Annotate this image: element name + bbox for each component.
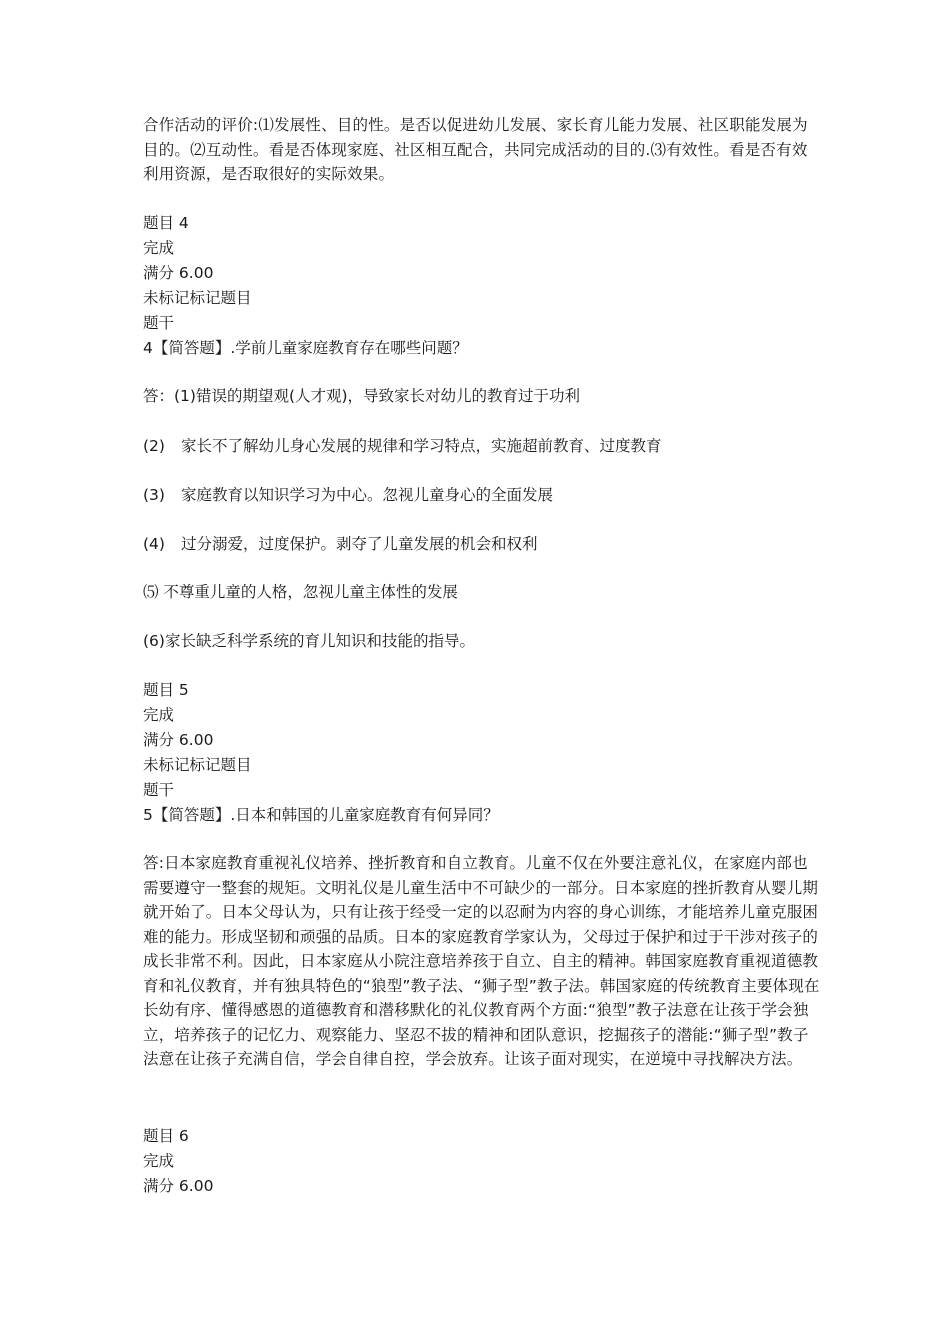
q6-status: 完成	[143, 1152, 175, 1170]
q6-label: 题目 6	[143, 1127, 189, 1145]
q5-score: 满分 6.00	[143, 731, 214, 749]
intro-paragraph: 合作活动的评价:⑴发展性、目的性。是否以促进幼儿发展、家长育儿能力发展、社区职能发展为目的。⑵互动性。看是否体现家庭、社区相互配合，共同完成活动的目的.⑶有效性。看是否有效利用资源，是否取很好的实际效果。	[143, 116, 808, 183]
q4-score: 满分 6.00	[143, 264, 214, 282]
q4-item-text: 家庭教育以知识学习为中心。忽视儿童身心的全面发展	[181, 486, 554, 504]
q4-item-number: (4)	[143, 535, 165, 553]
q4-answer-item-6: (6)家长缺乏科学系统的育儿知识和技能的指导。	[143, 632, 475, 650]
q5-status: 完成	[143, 706, 175, 724]
q4-stem-label: 题干	[143, 314, 175, 332]
q5-flag-link[interactable]: 未标记标记题目	[143, 756, 252, 774]
q4-answer-item	[143, 532, 538, 556]
q4-answer-item	[143, 434, 662, 458]
q4-label: 题目 4	[143, 214, 189, 232]
q5-label: 题目 5	[143, 681, 189, 699]
q4-question: 4【简答题】.学前儿童家庭教育存在哪些问题？	[143, 339, 468, 357]
q4-status: 完成	[143, 239, 175, 257]
q4-flag-link[interactable]: 未标记标记题目	[143, 289, 252, 307]
q4-item-text: 过分溺爱，过度保护。剥夺了儿童发展的机会和权利	[181, 535, 538, 553]
q5-stem-label: 题干	[143, 781, 175, 799]
q4-item-text: 家长不了解幼儿身心发展的规律和学习特点，实施超前教育、过度教育	[181, 437, 662, 455]
q4-item-number: (3)	[143, 486, 165, 504]
q4-answer-intro: 答：(1)错误的期望观(人才观)，导致家长对幼儿的教育过于功利	[143, 387, 581, 405]
q5-question: 5【简答题】.日本和韩国的儿童家庭教育有何异同？	[143, 806, 499, 824]
q4-answer-item	[143, 483, 553, 507]
q5-answer: 答:日本家庭教育重视礼仪培养、挫折教育和自立教育。儿童不仅在外要注意礼仪，在家庭内部也需要遵守一整套的规矩。文明礼仪是儿童生活中不可缺少的一部分。日本家庭的挫折教育从婴儿期就开始了。日本父母认为，只有让孩于经受一定的以忍耐为内容的身心训练，才能培养儿童克服困难的能力。形成坚韧和顽强的品质。日本的家庭教育学家认为，父母过于保护和过于干涉对孩子的成长非常不利。因此，日本家庭从小院注意培养孩于自立、自主的精神。韩国家庭教育重视道德教育和礼仪教育，并有独具特色的“狼型”教子法、“狮子型”教子法。韩国家庭的传统教育主要体现在长幼有序、懂得感恩的道德教育和潜移默化的礼仪教育两个方面:“狼型”教子法意在让孩于学会独立，培养孩子的记忆力、观察能力、坚忍不拔的精神和团队意识，挖掘孩子的潜能:“狮子型”教子法意在让孩子充满自信，学会自律自控，学会放弃。让该子面对现实，在逆境中寻找解决方法。	[143, 854, 820, 1068]
q6-score: 满分 6.00	[143, 1177, 214, 1195]
q4-answer-item-5: ⑸ 不尊重儿童的人格，忽视儿童主体性的发展	[143, 583, 458, 601]
q4-item-number: (2)	[143, 437, 165, 455]
